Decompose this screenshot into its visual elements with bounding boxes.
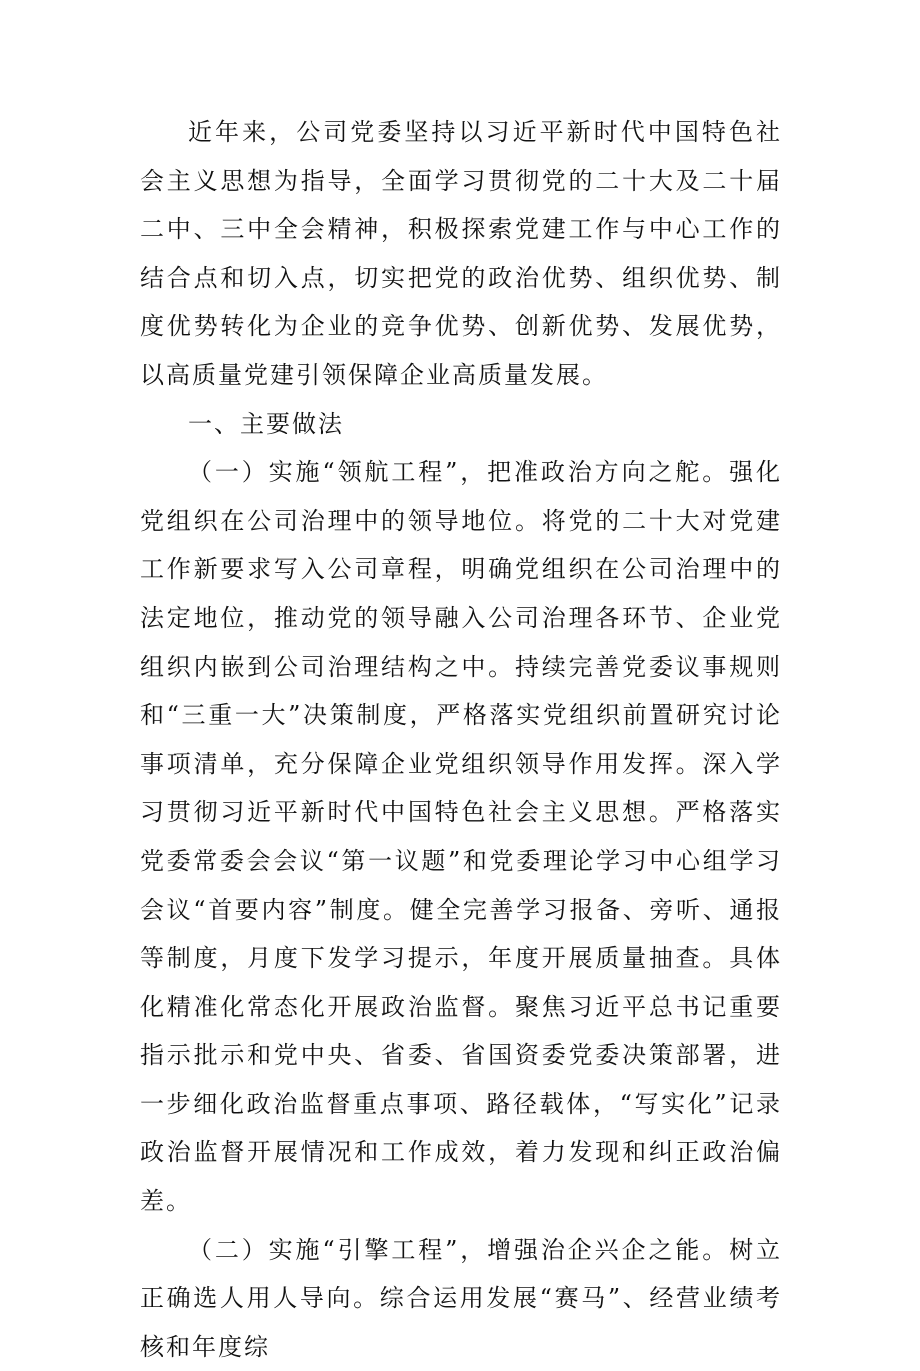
document-body (140, 108, 782, 1371)
item-2-paragraph: （二）实施“引擎工程”，增强治企兴企之能。树立正确选人用人导向。综合运用发展“赛马”、经营业绩考核和年度综 (140, 1235, 782, 1361)
section-heading-main-practices: 一、主要做法 (188, 409, 344, 438)
item-1-paragraph: （一）实施“领航工程”，把准政治方向之舵。强化党组织在公司治理中的领导地位。将党的二十大对党建工作新要求写入公司章程，明确党组织在公司治理中的法定地位，推动党的领导融入公司治理各环节、企业党组织内嵌到公司治理结构之中。持续完善党委议事规则和“三重一大”决策制度，严格落实党组织前置研究讨论事项清单，充分保障企业党组织领导作用发挥。深入学习贯彻习近平新时代中国特色社会主义思想。严格落实党委常委会会议“第一议题”和党委理论学习中心组学习会议“首要内容”制度。健全完善学习报备、旁听、通报等制度，月度下发学习提示，年度开展质量抽查。具体化精准化常态化开展政治监督。聚焦习近平总书记重要指示批示和党中央、省委、省国资委党委决策部署，进一步细化政治监督重点事项、路径载体，“写实化”记录政治监督开展情况和工作成效，着力发现和纠正政治偏差。 (140, 458, 782, 1216)
intro-paragraph: 近年来，公司党委坚持以习近平新时代中国特色社会主义思想为指导，全面学习贯彻党的二十大及二十届二中、三中全会精神，积极探索党建工作与中心工作的结合点和切入点，切实把党的政治优势、组织优势、制度优势转化为企业的竞争优势、创新优势、发展优势，以高质量党建引领保障企业高质量发展。 (140, 118, 782, 389)
